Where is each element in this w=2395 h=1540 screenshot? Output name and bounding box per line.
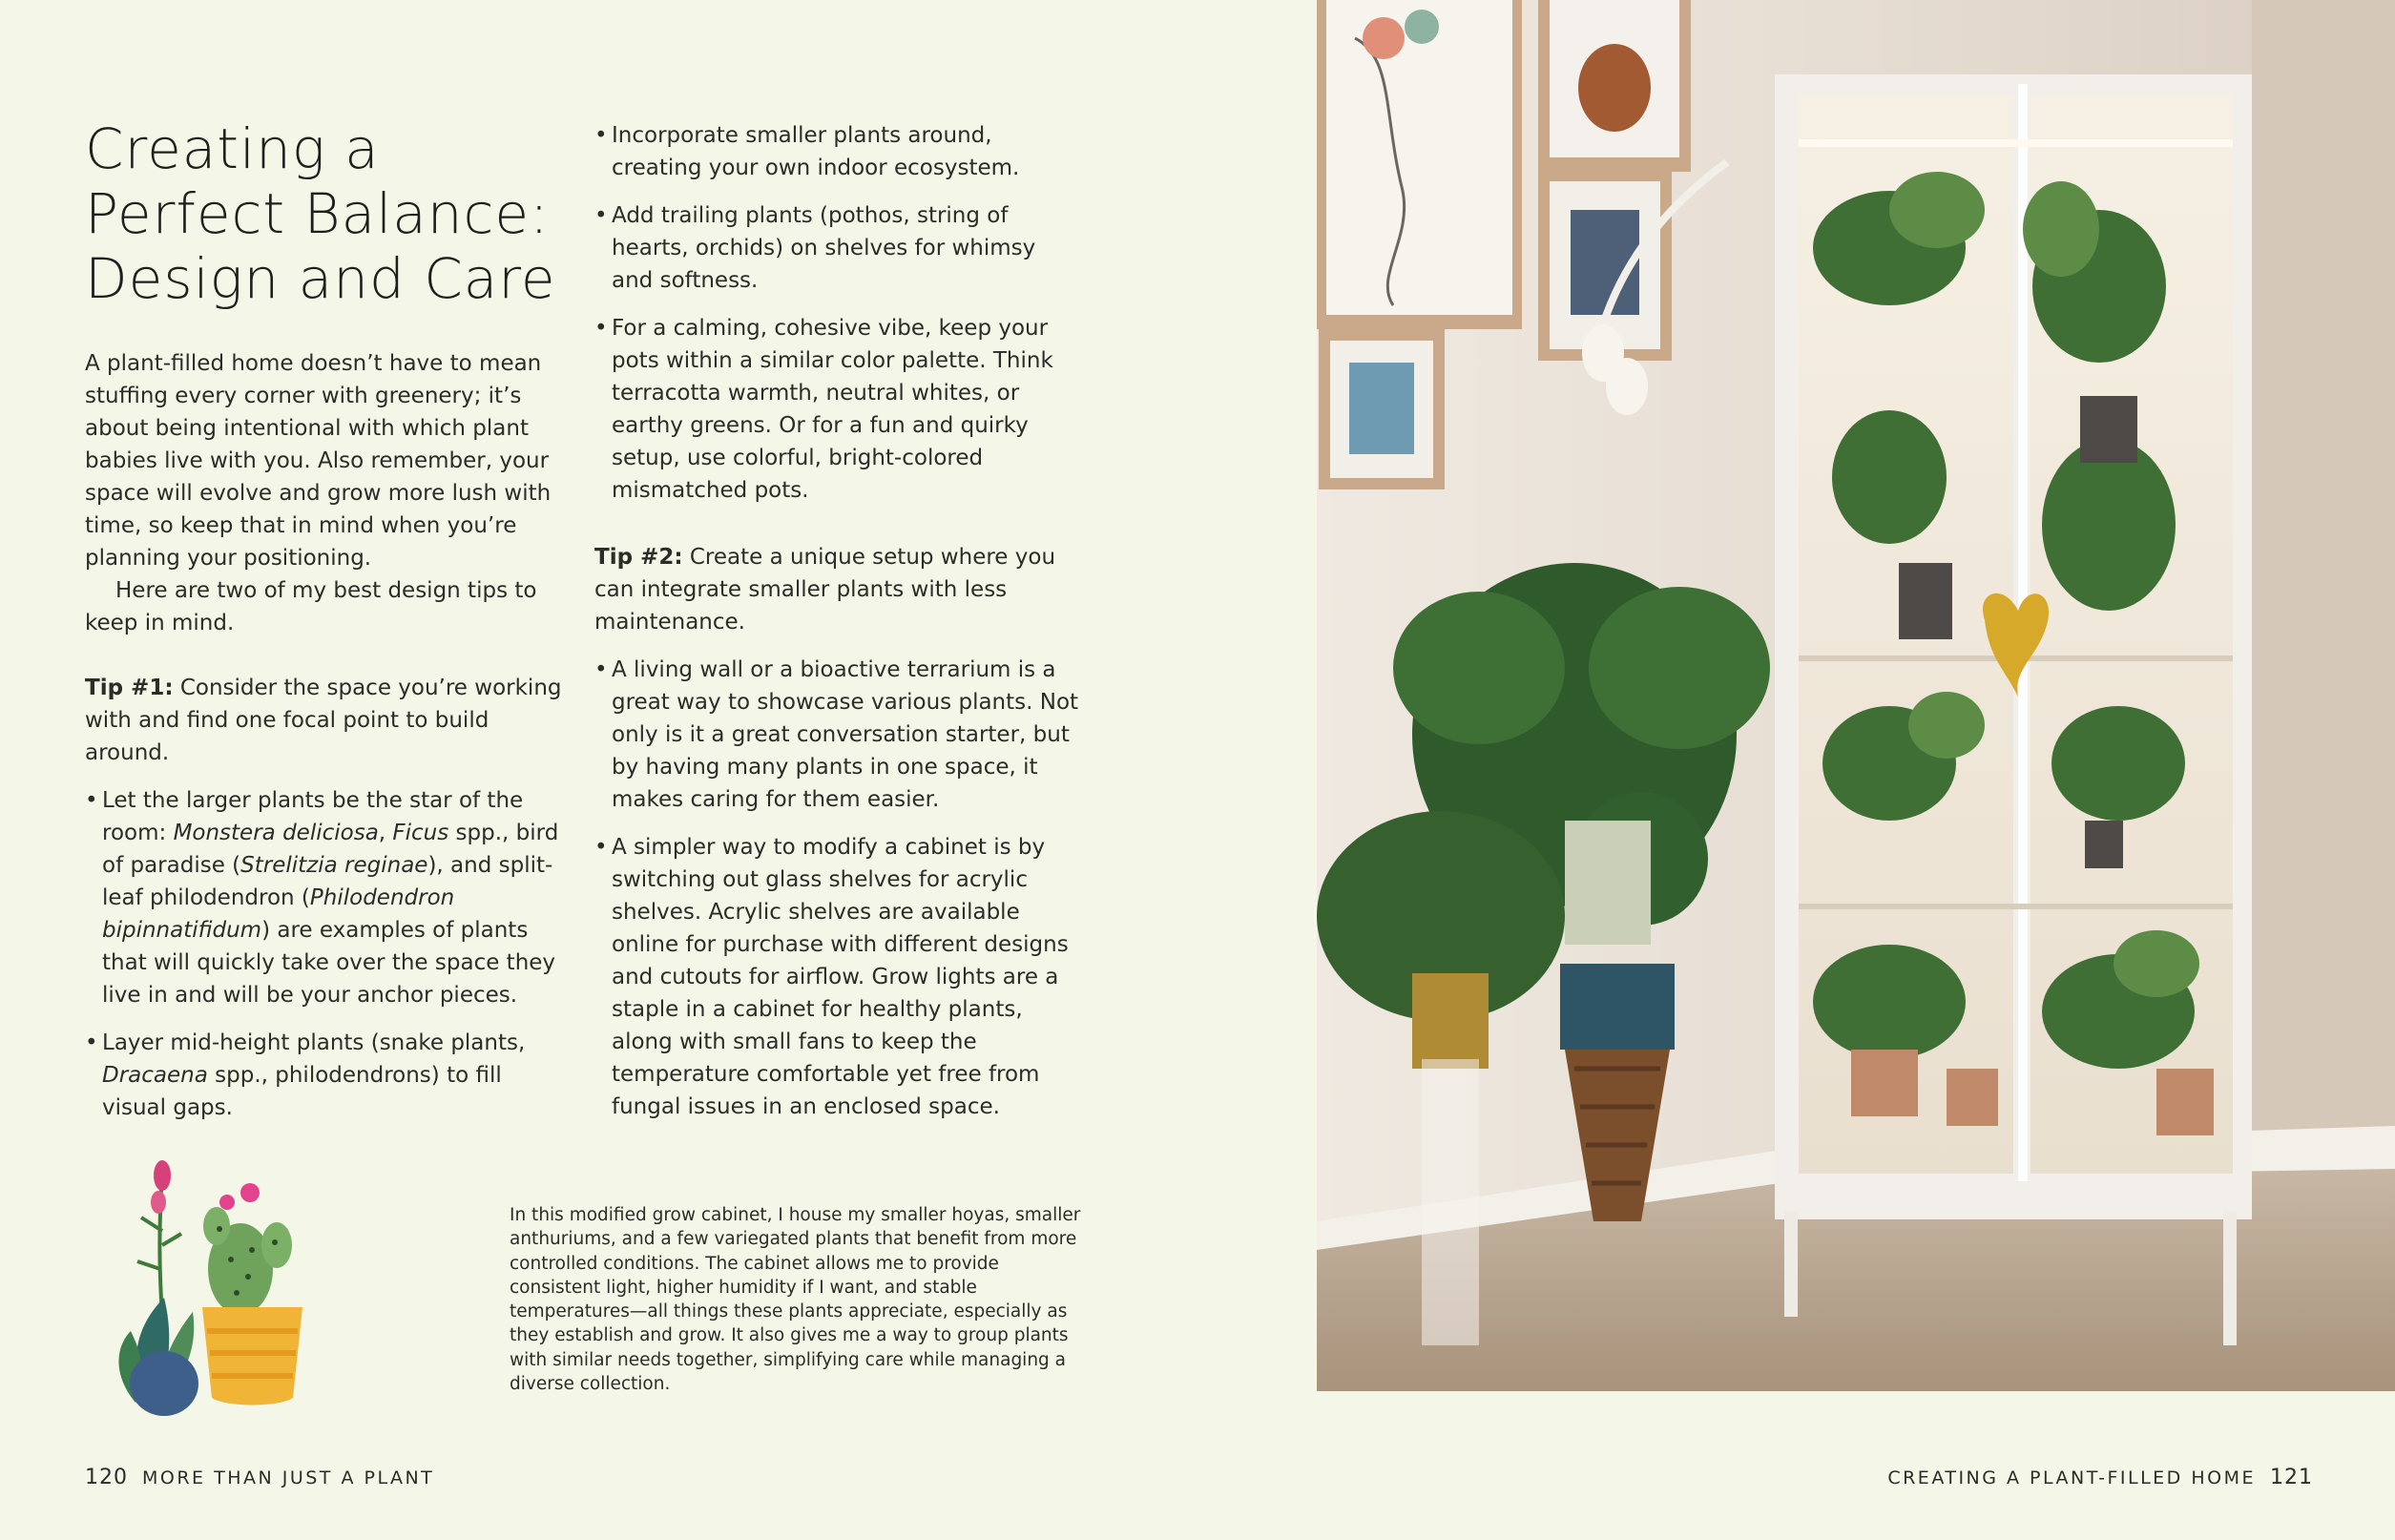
tip1-text: Consider the space you’re working with and find one focal point to build around.	[85, 676, 562, 765]
photo-caption: In this modified grow cabinet, I house my smaller hoyas, smaller anthuriums, and a few variegated plants that benefit from more controlled conditions. The cabinet allows me to provide consistent light, higher humidity if I want, and stable temperatures—all things these plants appreciate, especially as they establish and grow. It also gives me a way to group plants with similar needs together, simplifying care while managing a diverse collection.	[510, 1205, 1081, 1395]
tip2-text: Create a unique setup where you can integrate smaller plants with less maintenance.	[594, 545, 1056, 635]
right-footer	[1887, 1466, 2313, 1489]
tip2-list	[594, 654, 1081, 1123]
title-line: Perfect Balance:	[85, 181, 550, 246]
page-number: 120	[85, 1466, 128, 1489]
list-item: • Let the larger plants be the star of the room: Monstera deliciosa, Ficus spp., bird of paradise (Strelitzia reginae), and split-leaf philodendron (Philodendron bipinnatifidum) are examples of plants that will quickly take over the space they live in and will be your anchor pieces.	[85, 784, 562, 1011]
list-item: • Add trailing plants (pothos, string of hearts, orchids) on shelves for whimsy and softness.	[594, 199, 1081, 297]
running-head: CREATING A PLANT-FILLED HOME	[1887, 1467, 2256, 1488]
tip1-list	[85, 784, 562, 1124]
tip2-label: Tip #2:	[594, 545, 683, 570]
title-line: Creating a	[85, 116, 380, 181]
cabinet-photo	[1317, 0, 2395, 1391]
list-item: • Layer mid-height plants (snake plants, Dracaena spp., philodendrons) to fill visual gaps.	[85, 1027, 562, 1124]
list-item: • For a calming, cohesive vibe, keep your pots within a similar color palette. Think terracotta warmth, neutral whites, or earthy greens. Or for a fun and quirky setup, use colorful, bright-colored mismatched pots.	[594, 312, 1081, 507]
tip1-list-continued	[594, 119, 1081, 507]
left-footer	[85, 1466, 434, 1489]
right-column	[594, 119, 1081, 1138]
running-head: MORE THAN JUST A PLANT	[142, 1467, 435, 1488]
intro-paragraph-2: Here are two of my best design tips to keep in mind.	[85, 578, 537, 635]
tip1-label: Tip #1:	[85, 676, 174, 700]
list-item: • Incorporate smaller plants around, creating your own indoor ecosystem.	[594, 119, 1081, 184]
list-item: • A living wall or a bioactive terrarium is a great way to showcase various plants. Not only is it a great conversation starter, but by having many plants in one space, it makes caring for them easier.	[594, 654, 1081, 816]
page-title	[85, 116, 581, 311]
tip2-heading	[594, 541, 1081, 638]
list-item: • A simpler way to modify a cabinet is by switching out glass shelves for acrylic shelves. Acrylic shelves are available online for purchase with different designs and cutouts for airflow. Grow lights are a staple in a cabinet for healthy plants, along with small fans to keep the temperature comfortable yet free from fungal issues in an enclosed space.	[594, 831, 1081, 1123]
plant-illustration	[107, 1155, 326, 1441]
page-number: 121	[2270, 1466, 2313, 1489]
left-column	[85, 347, 562, 1139]
tip1-heading	[85, 672, 562, 769]
title-line: Design and Care	[85, 246, 556, 311]
intro-paragraph: A plant-filled home doesn’t have to mean stuffing every corner with greenery; it’s about being intentional with which plant babies live with you. Also remember, your space will evolve and grow more lush with time, so keep that in mind when you’re planning your positioning.	[85, 351, 552, 571]
